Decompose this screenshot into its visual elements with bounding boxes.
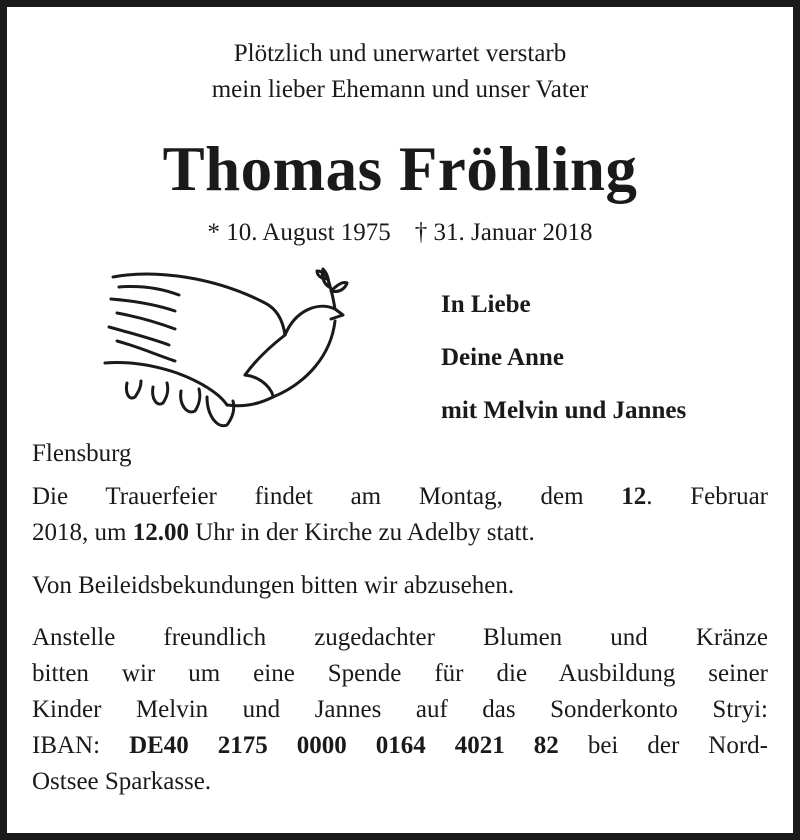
- donation-line: bitten wir um eine Spende für die Ausbildung seiner: [32, 660, 768, 687]
- funeral-time: 12.00: [132, 519, 189, 546]
- funeral-text: Uhr in der Kirche zu Adelby statt.: [188, 519, 535, 546]
- signoff-line: In Liebe: [441, 291, 531, 318]
- donation-line: Ostsee Sparkasse.: [32, 768, 212, 795]
- funeral-text: . Februar: [646, 483, 768, 510]
- iban-number: DE40 2175 0000 0164 4021 82: [129, 732, 559, 759]
- death-date: † 31. Januar 2018: [414, 219, 593, 246]
- birth-date: * 10. August 1975: [207, 219, 391, 246]
- funeral-text: 2018, um: [32, 519, 133, 546]
- funeral-text: Die Trauerfeier findet am Montag, dem: [32, 483, 622, 510]
- signoff-line: mit Melvin und Jannes: [441, 397, 687, 424]
- intro-line: mein lieber Ehemann und unser Vater: [211, 76, 589, 103]
- condolences-paragraph: Von Beileidsbekundungen bitten wir abzusehen.: [32, 572, 515, 599]
- donation-paragraph: [32, 620, 768, 800]
- dove-icon: [95, 265, 355, 440]
- funeral-paragraph: [32, 479, 768, 551]
- funeral-line: [32, 479, 768, 515]
- funeral-line: [32, 515, 768, 551]
- donation-line: Kinder Melvin und Jannes auf das Sonderkonto Stryi:: [32, 696, 768, 723]
- city: Flensburg: [32, 440, 132, 467]
- deceased-name: Thomas Fröhling: [162, 134, 638, 204]
- bank-text: bei der Nord-: [558, 732, 768, 759]
- intro-line: Plötzlich und unerwartet verstarb: [233, 40, 567, 67]
- donation-line: Anstelle freundlich zugedachter Blumen und Kränze: [32, 624, 768, 651]
- funeral-day: 12: [621, 483, 647, 510]
- life-dates: [7, 215, 793, 251]
- donation-line: [32, 728, 768, 764]
- iban-label: IBAN:: [32, 732, 130, 759]
- signoff-line: Deine Anne: [441, 344, 564, 371]
